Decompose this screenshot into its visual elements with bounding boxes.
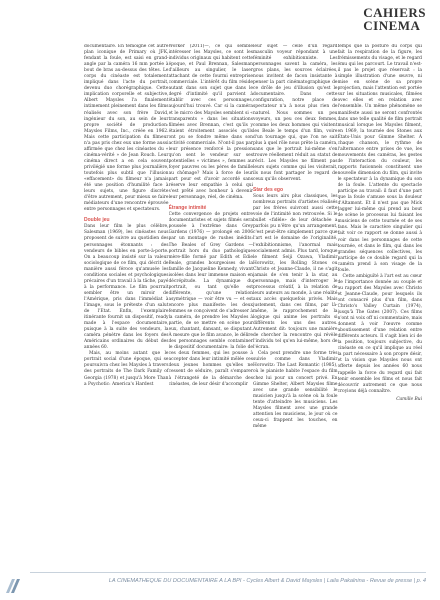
paragraph: leur sujet — celle d'un regard masculin voyeur répondant à une féminité exhibitionniste. Les personnages savent la caméra, les gros plans, les sources éclairées, nous invitent de facon insistante à penser la part cinématographique de ce drôle de jeu d'illusion qu'est le documentaire. Dans cette configuration, notre place de spectateur n'a à nous plus rien de naturel. Nous sommes un peu voyeurs, un peu ces deux femmes, comme les deux hommes qui visitent les Beale le temps d'un film, voire d'un tournage qui, que l'on ne sait plus à quel rôle nous prête la caméra, sans que le portrait lui-même s'en trouve réellement réduit au statut de récit. Les Maysles ne filment pas leurs sujets comme qui les visiterait, ils nous font partager le regard de ceux qu'ils observent. [253,44,338,183]
paragraph: Sous leurs airs plus classiques, les nombreux portraits d'artistes réalisés par les frères suivront aussi cette voie de l'intimité non retrouvée. Si le bullet «fidèle» de leur détachée a parfois pu n'être qu'un arrangement, c'est peut-être simplement parce que l'art est le domaine de l'originalité, l'exhibitionnisme, l'anormal mais socialement admis. Plus tard, lorsque le filment Seiji Ozawa, Vladimir Horowitz, les Rolling Stones ou Christo et Jeanne-Claude, il ne s'agit jamais de s'en tenir à la star, au personnage, mais d'interroger le processus créatif, à la relation de leurs auteurs au monde, à une réalité aux accès quelquefois privés. Mais justement, dans ces films, par là-même, le rapprochement de la logique qui anime les portraits si différents les uns des autres. Autrement dit: toujours une manière de chercher la rencontre qui révèle l'individu tel qu'en lui-même, hors de l'écran. [253,194,338,351]
paragraph: Dans leur film le plus célèbre, Salesman (1969), les cinéastes nous proposent de suivre au quotidien des personnages étonnants : des vendeurs de bibles en porte-à-porte. On a beaucoup insisté sur la valeur sociologique de ce film, qui décrit de manière aussi féroce qu'amusée les conditions sociales et psychologiques précaires d'un travail à la tâche, payé à la performance. Le film pourrait sembler être un miroir de l'Amérique, pris dans l'immédiat à l'image, sous le prétexte d'un salut de l'Etat. Enfin, l'exemplaire itinérante fournit un dispositif, ready made à l'espace documentaire, puisque à la suite des vendeurs, la caméra pénètre dans les foyers des Américains ordinaires du début des années 60. [84,224,169,351]
section-heading: Star des ego [253,187,284,194]
magazine-masthead [363,6,426,32]
paragraph: Mais, au moins autant que le portrait social d'une époque, qui se poursuivra chez les Maysles à travers des portraits de The Dark Family of Georgia (1978) et jusqu'à More Than a Psychotic: America's Hardest [84,351,169,387]
paragraph: Cela peut prendre une forme très suivie comme dans Vladimir Horowitz: The Last Romantic (1985), où le pianiste habite l'espace du film chez lui pour un concert privé. En Gimme Shelter, Albert Maysles filme avec une grande sensibilité le musicien jusqu'à la scène où la foule tente d'atteindre les musiciens. Les Maysles filment avec une grande attention les musiciens, le jour où ce ceux-ci frappent les touches, en même [253,351,338,429]
paragraph: documentaire. En témoigne cet autre plan iconique de Primary où JFK, fendant la foule, est saisi en grand-angle par la caméra 16 mm portée à bout de bras au-dessus des têtes. Le corps du cinéaste est totalement impliqué dans l'acte du portrait, devenu duo chorégraphique. Cette implication corporelle et subjective, Albert Maysles l'a finalement intimement pleinement dans les films réalisés avec son frère David, ingénieur du son, au sein de leur propre société de production: Maysles Films, Inc., créée en 1962. Mais cette participation du filmeur n'a pas pris chez eux une forme aussi affirmée que chez les cinéastes du « cinéma-vérité » de Jean Rouch. Leur cinéma direct a en cela souvent privilégié une forme plus journalière, toutefois plus subtil que l'illusion «effacement» du filmeur n'a jamais été une position d'humilité face à leurs sujets, une figure discrète d'être autrement, pour mieux se faire médiateurs d'une rencontre éprouvée entre personnages et spectateurs. [84,44,169,213]
article-column-3 [253,44,338,556]
article-column-1 [84,44,169,556]
paragraph: Cette ambiguïté à l'art est au cœur de l'importance donnée au couple et au rapport des Maysles avec Christo et Jeanne-Claude, pour lesquels ils ont consacré plus d'un film, dans Christo's Valley Curtain (1974), jusqu'à The Gates (2007). Ces films n'ont ni voix off ni commentaire, mais donnent à voir l'œuvre comme aboutissement d'une relation entre différents acteurs. Il s'agit bien ici de la position, toujours subjective, du cinéaste en ce qu'il implique au réel la part nécessaire à son propre désir, et la vision que Maysles nous ont offerte depuis les années 60 nous rappelle la force du regard qui fait tenir ensemble les films et nous fait découvrir autrement ce que nous croyions déjà connaître. [337,273,422,394]
footer-caption: LA CINEMATHEQUE DU DOCUMENTAIRE A LA BPI - Cycles Albert & David Maysles | Laila Pakalnina - Revue de presse | p. 4 [108,578,426,584]
footer-divider [30,572,426,573]
author-signature: Camille Bui [396,396,422,402]
masthead-line-2: CINEMA [363,18,421,33]
paragraph: Cette convergence de projets entre documentaristes et sujets filmés sera poussée à l'extrême dans Grey Gardens (1976) — prolongé en 2006 par un montage de rushes inédits: The Beales of Grey Gardens — portrait hors du duo pathologique mère-fille formé par Edith et Edie Beale, grandes bourgeoises de la famille de Jacqueline Kennedy, vivant isolées dans leur immense maison en décrépitude. La dynamique du portrait, ou tant qu'elle est différente, qu'une relation asymétrique — voir être vu — et est encore plus manifeste: les deux femmes se conçoivent de s'adresser à la caméra, de prendre les Maysles à partie, de se mettre en scène pour eux, chantant, dansant, se disputant. À mesure que le film avance, le délire des personnages semble contaminer le dispositif documentaire: la folie de ces deux femmes, qui les pousse à accepter dans leur intimité mêlée ces deux jeunes hommes qu'elles ne cessent de séduire, paraît s'emparer à l'étrangeté de la démarche des cinéastes, de leur désir d'accomplir [168,212,253,387]
paragraph: temps que la posture du corps qui fait la respiration de la figure, les frémissements du visage, et le regard ému qui les parcourt. Le travail n'est-il pas le projet que réservait : la simple illustration d'une œuvre, ni mise en scène de sa propre projection, mais l'attention est portée sur les situations musicales, filmées avec elles et en relation avec l'ensemble. Un même phénomène se manifeste aussi ne seront confrontés dans une telle qualité de film portrait musical lorsque les Maysles filment, en 1969, la tournée des Stones aux États-Unis pour Gimme Shelter. À chaque chanson, le rythme de l'alternance entre prises de vue, les mouvements des caméras, les gestes de l'interaction du couleur, les rapports fusionnels constituent une nouvelle dimension du film, qui invite le spectateur à la dynamique du son de la foule. L'attente du spectacle participe au travail: il faut d'une part que la foule s'amuse sous la douleur d'Altamont. Et il n'est pas que Mick Jagger lui-même qui prend au bout de scène le processus lui faisant les musiciens de cette tournée et de ses fans. Mais le caractère singulier qui fait voir ce rapport se donne aussi à voir dans les personnages de cette tournée, et dans le film, qui dans les grandes séquences collectives, les participe de ce double regard qui la caméra prend à son visage de la foule. [337,44,422,273]
section-heading: Double jeu [84,217,110,224]
article-column-2 [169,44,254,556]
article-column-4 [338,44,423,556]
article-body [84,44,422,556]
masthead-line-1: CAHIERS [363,5,426,20]
paragraph: Worker (2011)—, ce qui semble intéresser les Maysles, ce sont les individus originaux qui habitent cette époque, et Paul Brennan, Salesman d'ailleurs au singulier, le laser attachant de cette fourmi entreprise commerciale. L'intérêt du film réside autant dans son sujet que dans le degré d'intimité qu'il parvient à établir avec ces personnages, aujourd'hui trouvé. Car si la caméra et le micro des Maysles semblent si « transparents » dans les situations filmées avec Brennan, c'est qu'ils y étaient étroitement associés qu'ils ont pu se fondre même dans son activité commerciale. N'ont-il pas par leur présence renforcé la pression qu'on sent le vendeur sur ses potentielles « victimes », femmes au foyer pauvres ou les pères de famille au chômage? Mais à force de leur part pour est d'avoir accordé sans réserve leur empathie à celui qui s'est prêté avec bonheur à devenir leur personnage, réel, de cinéma. [168,44,253,201]
section-heading: Étrange intimité [168,205,207,212]
